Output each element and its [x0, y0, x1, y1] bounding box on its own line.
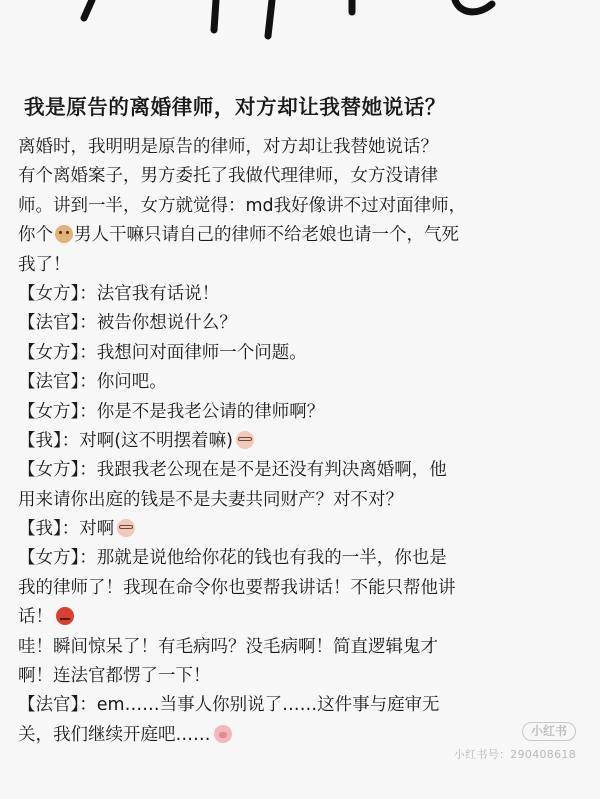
post-line [18, 133, 590, 162]
post-line [18, 221, 590, 250]
line-text: 【法官】：em……当事人你别说了……这件事与庭审无 [18, 695, 440, 716]
line-text: 【我】：对啊 [18, 519, 115, 540]
line-text: 话！ [18, 607, 53, 628]
post-line [18, 603, 590, 632]
post-line [18, 691, 590, 720]
line-text: 【法官】：你问吧。 [18, 372, 167, 393]
line-text: 我的律师了！我现在命令你也要帮我讲话！不能只帮他讲 [18, 577, 456, 598]
post-line [18, 662, 590, 691]
pig-face-icon [214, 725, 232, 743]
line-text: 【女方】：我跟我老公现在是不是还没有判决离婚啊，他 [18, 460, 447, 481]
glasses-face-icon [117, 519, 135, 537]
post-line [18, 162, 590, 191]
post-line [18, 456, 590, 485]
line-text: 【法官】：被告你想说什么？ [18, 313, 237, 334]
post-line [18, 280, 590, 309]
line-text: 师。讲到一半，女方就觉得：md我好像讲不过对面律师， [18, 195, 467, 216]
partial-header-strokes [0, 0, 600, 60]
line-text: 啊！连法官都愣了一下！ [18, 666, 211, 687]
line-text: 【女方】：那就是说他给你花的钱也有我的一半，你也是 [18, 548, 447, 569]
post-line [18, 309, 590, 338]
post-body [18, 133, 590, 750]
line-text: 离婚时，我明明是原告的律师，对方却让我替她说话？ [18, 137, 438, 157]
watermark-id: 小红书号：290408618 [453, 748, 576, 761]
post-line [18, 515, 590, 544]
post-line [18, 544, 590, 573]
xiaohongshu-logo: 小红书 [522, 722, 576, 741]
angry-face-icon [56, 607, 74, 625]
line-text: 【女方】：你是不是我老公请的律师啊？ [18, 401, 325, 422]
post-line [18, 192, 590, 221]
post-line [18, 574, 590, 603]
xiaohongshu-watermark [454, 722, 576, 762]
line-text: 有个离婚案子，男方委托了我做代理律师，女方没请律 [18, 166, 438, 187]
post-line [18, 368, 590, 397]
dog-face-icon [55, 225, 73, 243]
line-text: 【我】：对啊(这不明摆着嘛) [18, 430, 233, 451]
post-line [18, 339, 590, 368]
post-line [18, 486, 590, 515]
line-text: 【女方】：我想问对面律师一个问题。 [18, 342, 307, 363]
line-text: 用来请你出庭的钱是不是夫妻共同财产？对不对？ [18, 489, 403, 510]
post-title: 我是原告的离婚律师，对方却让我替她说话？ [24, 95, 446, 119]
line-text: 我了！ [18, 254, 71, 275]
line-text: 你个 [18, 225, 53, 246]
post-line [18, 398, 590, 427]
line-text-continued: 男人干嘛只请自己的律师不给老娘也请一个，气死 [74, 225, 459, 246]
line-text: 关，我们继续开庭吧…… [18, 724, 211, 745]
post-line [18, 633, 590, 662]
glasses-face-icon [236, 431, 254, 449]
post-line [18, 427, 590, 456]
line-text: 哇！瞬间惊呆了！有毛病吗？没毛病啊！简直逻辑鬼才 [18, 636, 438, 657]
post-line [18, 251, 590, 280]
line-text: 【女方】：法官我有话说！ [18, 283, 220, 304]
